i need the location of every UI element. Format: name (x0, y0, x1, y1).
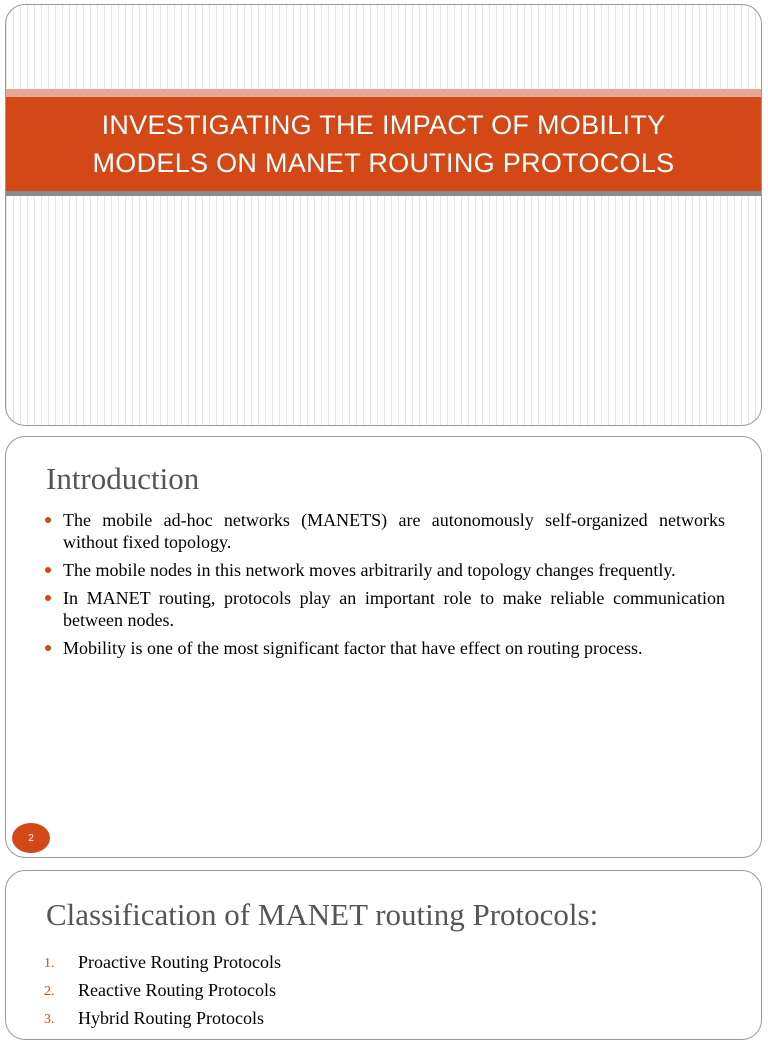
slide-title-line-1: INVESTIGATING THE IMPACT OF MOBILITY (101, 110, 666, 140)
title-slide (5, 4, 762, 426)
title-band-highlight (6, 89, 761, 97)
bullet-item: Mobility is one of the most significant factor that have effect on routing process. (42, 637, 725, 659)
title-band-shadow (6, 191, 761, 196)
bullet-icon (45, 567, 51, 573)
list-item: 3. Hybrid Routing Protocols (44, 1007, 281, 1029)
list-item: 1. Proactive Routing Protocols (44, 951, 281, 973)
slide-title-line-2: MODELS ON MANET ROUTING PROTOCOLS (92, 148, 675, 178)
page-number-badge: 2 (12, 823, 50, 853)
bullet-item: In MANET routing, protocols play an important role to make reliable communication between nodes. (42, 587, 725, 631)
slide-heading: Classification of MANET routing Protocols: (46, 897, 599, 932)
slide-heading: Introduction (46, 461, 200, 496)
bullet-icon (45, 595, 51, 601)
introduction-slide (5, 436, 762, 858)
slide-title (64, 106, 704, 182)
term-ad-hoc: ad-hoc (163, 510, 213, 530)
list-number: 1. (44, 956, 55, 971)
list-item: 2. Reactive Routing Protocols (44, 979, 281, 1001)
term-self-organized: self-organized (545, 510, 648, 530)
numbered-list (44, 951, 281, 1035)
classification-slide (5, 870, 762, 1040)
list-number: 3. (44, 1012, 55, 1027)
bullet-icon (45, 645, 51, 651)
bullet-item: The mobile ad-hoc networks (MANETS) are autonomously self-organized networks without fixed topology. (42, 509, 725, 553)
title-band (6, 97, 761, 191)
bullet-icon (45, 517, 51, 523)
list-number: 2. (44, 984, 55, 999)
bullet-list (42, 509, 725, 665)
bullet-item: The mobile nodes in this network moves arbitrarily and topology changes frequently. (42, 559, 725, 581)
